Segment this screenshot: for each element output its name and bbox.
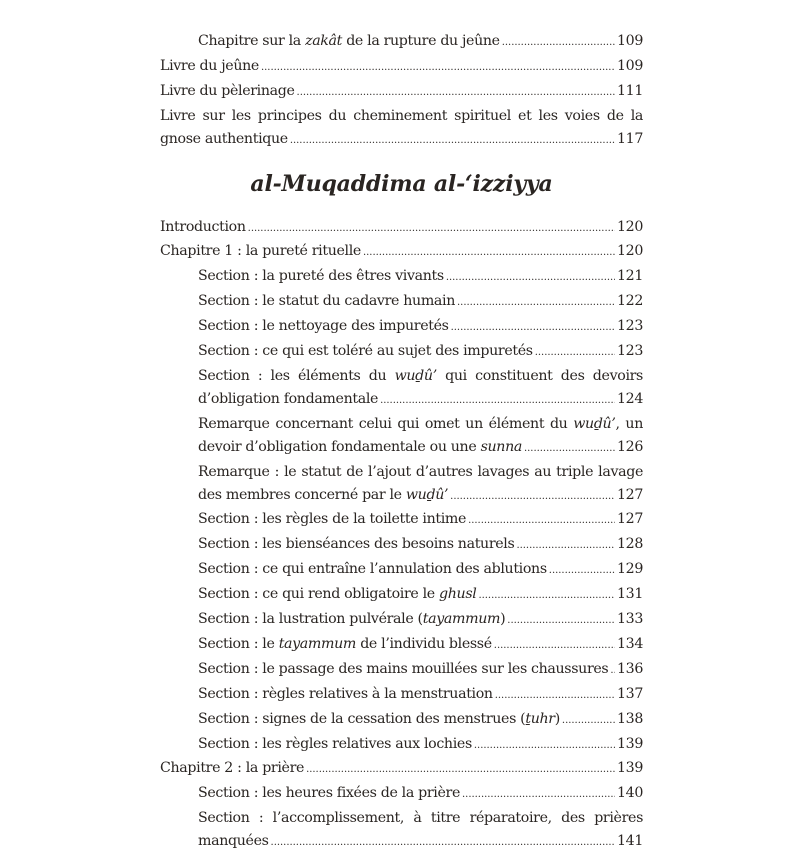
page-number: 136 bbox=[616, 660, 643, 677]
page-number: 127 bbox=[616, 486, 643, 503]
page-number: 120 bbox=[616, 243, 643, 260]
entry-text-first-line bbox=[198, 807, 643, 830]
entry-text: Section : signes de la cessation des menstrues ( bbox=[198, 710, 526, 727]
toc-entry[interactable] bbox=[160, 508, 643, 533]
entry-text: devoir d’obligation fondamentale ou une bbox=[198, 438, 481, 455]
toc-main-list bbox=[160, 216, 643, 855]
entry-text-italic: ghusl bbox=[439, 586, 477, 603]
toc-entry[interactable] bbox=[160, 782, 643, 807]
entry-text: Section : les éléments du bbox=[198, 367, 395, 384]
entry-text: d’obligation fondamentale bbox=[198, 390, 379, 407]
toc-entry[interactable] bbox=[160, 105, 643, 153]
dot-leader bbox=[363, 242, 615, 265]
entry-text-italic: wuḏû’ bbox=[405, 486, 449, 503]
entry-text-italic: zakât bbox=[305, 33, 343, 49]
entry-text-italic: tayammum bbox=[422, 611, 501, 628]
entry-text-first-line: Livre sur les principes du cheminement spirituel et les voies de la bbox=[160, 107, 643, 124]
toc-entry[interactable] bbox=[160, 558, 643, 583]
toc-entry[interactable] bbox=[160, 608, 643, 633]
entry-text: Section : la pureté des êtres vivants bbox=[198, 268, 444, 285]
dot-leader bbox=[290, 130, 615, 153]
toc-entry[interactable] bbox=[160, 80, 643, 105]
dot-leader bbox=[297, 82, 615, 105]
table-of-contents bbox=[160, 30, 643, 855]
entry-text: Section : le nettoyage des impuretés bbox=[198, 318, 449, 335]
toc-entry[interactable] bbox=[160, 290, 643, 315]
toc-entry[interactable] bbox=[160, 683, 643, 708]
entry-text: Section : le bbox=[198, 635, 279, 652]
dot-leader bbox=[478, 585, 615, 608]
entry-text-italic: wuḏû’ bbox=[573, 415, 616, 432]
entry-text: gnose authentique bbox=[160, 130, 288, 147]
dot-leader bbox=[495, 685, 615, 708]
entry-text: Chapitre sur la bbox=[198, 33, 306, 49]
page-number: 121 bbox=[616, 268, 643, 285]
dot-leader bbox=[380, 390, 615, 413]
entry-text: Section : le statut du cadavre humain bbox=[198, 293, 456, 310]
toc-entry[interactable] bbox=[160, 461, 643, 509]
entry-text-italic: wuḏû’ bbox=[394, 367, 437, 384]
entry-text: Section : les bienséances des besoins naturels bbox=[198, 536, 515, 553]
page-number: 141 bbox=[616, 833, 643, 850]
entry-text-italic: ṯuhr bbox=[525, 710, 555, 727]
entry-text-italic: tayammum bbox=[278, 635, 357, 652]
page-number: 133 bbox=[616, 611, 643, 628]
entry-text: Section : les règles relatives aux lochies bbox=[198, 735, 472, 752]
page-number: 120 bbox=[616, 218, 643, 235]
entry-text: Section : ce qui rend obligatoire le bbox=[198, 586, 440, 603]
entry-text: Chapitre 2 : la prière bbox=[160, 760, 305, 777]
dot-leader bbox=[462, 784, 615, 807]
page-number: 117 bbox=[616, 130, 643, 147]
dot-leader bbox=[451, 317, 615, 340]
entry-text: Section : les heures fixées de la prière bbox=[198, 785, 460, 802]
dot-leader bbox=[450, 486, 615, 509]
page-number: 139 bbox=[616, 735, 643, 752]
entry-text: qui constituent des devoirs bbox=[436, 367, 643, 384]
entry-text: ) bbox=[554, 710, 560, 727]
entry-text-italic: sunna bbox=[480, 438, 522, 455]
entry-text-first-line bbox=[198, 413, 643, 436]
page-number: 126 bbox=[616, 438, 643, 455]
toc-entry[interactable] bbox=[160, 315, 643, 340]
page-number: 122 bbox=[616, 293, 643, 310]
entry-text: manquées bbox=[198, 833, 269, 850]
toc-entry[interactable] bbox=[160, 708, 643, 733]
dot-leader bbox=[562, 710, 615, 733]
entry-text: Chapitre 1 : la pureté rituelle bbox=[160, 243, 361, 260]
dot-leader bbox=[248, 218, 615, 241]
toc-entry[interactable] bbox=[160, 216, 643, 241]
page-number: 134 bbox=[616, 635, 643, 652]
toc-entry[interactable] bbox=[160, 265, 643, 290]
page-number: 109 bbox=[616, 57, 643, 74]
dot-leader bbox=[446, 267, 615, 290]
page-number: 137 bbox=[616, 685, 643, 702]
toc-entry[interactable] bbox=[160, 583, 643, 608]
dot-leader bbox=[524, 438, 615, 461]
page-number: 127 bbox=[616, 511, 643, 528]
dot-leader bbox=[457, 292, 615, 315]
entry-text: Section : la lustration pulvérale ( bbox=[198, 611, 423, 628]
page-number: 138 bbox=[616, 710, 643, 727]
toc-entry[interactable] bbox=[160, 658, 643, 683]
page-number: 123 bbox=[616, 318, 643, 335]
toc-entry[interactable] bbox=[160, 733, 643, 758]
entry-text: Section : ce qui entraîne l’annulation des ablutions bbox=[198, 561, 547, 578]
toc-entry[interactable] bbox=[160, 413, 643, 461]
dot-leader bbox=[494, 635, 615, 658]
page-number: 140 bbox=[616, 785, 643, 802]
entry-text: Remarque concernant celui qui omet un élément du bbox=[198, 415, 574, 432]
toc-top-list bbox=[160, 30, 643, 153]
entry-text: Section : ce qui est toléré au sujet des impuretés bbox=[198, 343, 533, 360]
entry-text: de l’individu blessé bbox=[356, 635, 492, 652]
dot-leader bbox=[261, 57, 615, 80]
toc-entry[interactable] bbox=[160, 757, 643, 782]
toc-entry[interactable] bbox=[160, 365, 643, 413]
toc-entry[interactable] bbox=[160, 240, 643, 265]
entry-text: de la rupture du jeûne bbox=[342, 33, 500, 49]
entry-text: Livre du pèlerinage bbox=[160, 82, 295, 99]
dot-leader bbox=[610, 660, 615, 683]
dot-leader bbox=[507, 610, 615, 633]
dot-leader bbox=[474, 735, 615, 758]
entry-text-first-line bbox=[198, 461, 643, 484]
dot-leader bbox=[271, 832, 615, 855]
page-number: 123 bbox=[616, 343, 643, 360]
entry-text: Section : les règles de la toilette intime bbox=[198, 511, 467, 528]
dot-leader bbox=[535, 342, 615, 365]
entry-text: Section : règles relatives à la menstruation bbox=[198, 685, 493, 702]
dot-leader bbox=[549, 560, 615, 583]
page-number: 129 bbox=[616, 561, 643, 578]
dot-leader bbox=[502, 32, 615, 55]
toc-entry[interactable] bbox=[160, 533, 643, 558]
page-number: 139 bbox=[616, 760, 643, 777]
entry-text: Livre du jeûne bbox=[160, 57, 259, 74]
dot-leader bbox=[468, 510, 615, 533]
entry-text: , un bbox=[615, 415, 643, 432]
entry-text: Section : le passage des mains mouillées sur les chaussures bbox=[198, 660, 609, 677]
toc-entry[interactable] bbox=[160, 340, 643, 365]
page-number: 111 bbox=[616, 82, 643, 99]
entry-text: ) bbox=[500, 611, 506, 628]
section-title: al-Muqaddima al-‘izziyya bbox=[250, 170, 553, 197]
toc-entry[interactable] bbox=[160, 807, 643, 855]
page-number: 128 bbox=[616, 536, 643, 553]
entry-text: Remarque : le statut de l’ajout d’autres lavages au triple lavage bbox=[198, 463, 643, 480]
dot-leader bbox=[306, 759, 615, 782]
dot-leader bbox=[516, 535, 615, 558]
page-number: 131 bbox=[616, 586, 643, 603]
toc-entry[interactable] bbox=[160, 30, 643, 55]
entry-text-first-line bbox=[198, 365, 643, 388]
page-number: 109 bbox=[616, 33, 643, 49]
entry-text: des membres concerné par le bbox=[198, 486, 406, 503]
toc-entry[interactable] bbox=[160, 633, 643, 658]
entry-text: Section : l’accomplissement, à titre réparatoire, des prières bbox=[198, 810, 643, 827]
toc-entry[interactable] bbox=[160, 55, 643, 80]
entry-text: Introduction bbox=[160, 218, 246, 235]
page-number: 124 bbox=[616, 390, 643, 407]
